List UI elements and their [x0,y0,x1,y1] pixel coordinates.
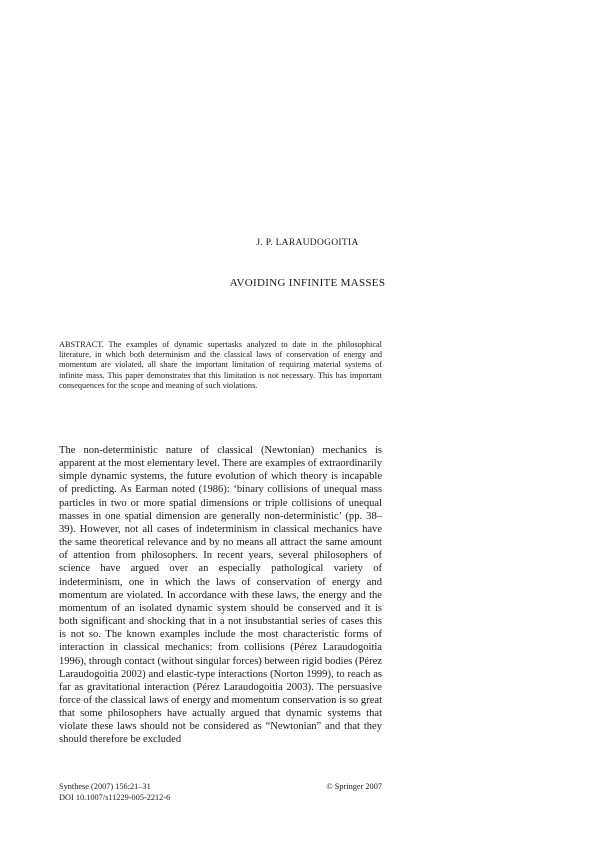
paper-title: AVOIDING INFINITE MASSES [229,277,386,289]
abstract: ABSTRACT. The examples of dynamic supertasks analyzed to date in the philosophical literature, in which both determinism and the classical laws of conservation of energy and momentum are violated, all share the important limitation of requiring material systems of infinite mass. This paper demonstrates that this limitation is not necessary. This has important consequences for the scope and meaning of such violations. [59,340,382,390]
copyright-notice: © Springer 2007 [326,782,382,791]
footer [59,782,382,803]
footer-row [59,782,382,793]
author-name: J. P. LARAUDOGOITIA [256,238,359,248]
journal-citation: Synthese (2007) 156:21–31 [59,782,151,791]
doi[interactable]: DOI 10.1007/s11229-005-2212-6 [59,792,171,802]
body-text: The non-deterministic nature of classical (Newtonian) mechanics is apparent at the most elementary level. There are examples of extraordinarily simple dynamic systems, the future evolution of which theory is incapable of predicting. As Earman noted (1986): ‘binary collisions of unequal mass particles in two or more spatial dimensions or triple collisions of unequal masses in one spatial dimension are generally non-deterministic’ (pp. 38–39). However, not all cases of indeterminism in classical mechanics have the same theoretical relevance and by no means all attract the same amount of attention from philosophers. In recent years, several philosophers of science have argued over an especially pathological variety of indeterminism, one in which the laws of conservation of energy and momentum are violated. In accordance with these laws, the energy and the momentum of an isolated dynamic system should be conserved and it is both significant and shocking that in a not insubstantial series of cases this is not so. The known examples include the most characteristic forms of interaction in classical mechanics: from collisions (Pérez Laraudogoitia 1996), through contact (without singular forces) between rigid bodies (Pérez Laraudogoitia 2002) and elastic-type interactions (Norton 1999), to reach as far as gravitational interaction (Pérez Laraudogoitia 2003). The persuasive force of the classical laws of energy and momentum conservation is so great that some philosophers have actually argued that dynamic systems that violate these laws should not be considered as “Newtonian” and that they should therefore be excluded [59,445,382,746]
